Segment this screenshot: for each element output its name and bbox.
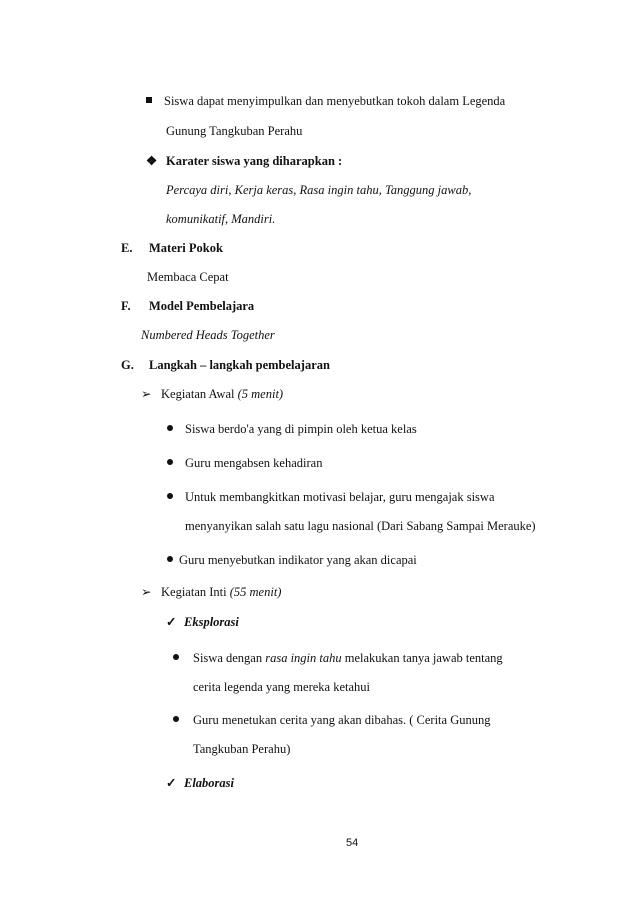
list-item-continuation: menyanyikan salah satu lagu nasional (Dari Sabang Sampai Merauke) [185, 519, 536, 533]
kegiatan-awal-heading: ➢ Kegiatan Awal (5 menit) [141, 387, 284, 401]
list-item: Siswa dengan rasa ingin tahu melakukan tanya jawab tentang [173, 650, 503, 666]
round-bullet-icon [167, 425, 173, 431]
section-e-heading: E. Materi Pokok [121, 241, 223, 255]
karakter-values-continuation: komunikatif, Mandiri. [166, 212, 276, 226]
diamond-bullet-icon: ❖ [146, 154, 158, 168]
arrow-bullet-icon: ➢ [141, 387, 152, 401]
arrow-bullet-icon: ➢ [141, 585, 152, 599]
karakter-values: Percaya diri, Kerja keras, Rasa ingin tahu, Tanggung jawab, [166, 183, 472, 197]
list-item-continuation: Tangkuban Perahu) [193, 742, 291, 756]
round-bullet-icon [167, 459, 173, 465]
section-e-body: Membaca Cepat [147, 270, 229, 284]
indicator-item: Siswa dapat menyimpulkan dan menyebutkan tokoh dalam Legenda [146, 93, 505, 109]
section-f-heading: F. Model Pembelajara [121, 299, 255, 313]
list-item: Guru menetukan cerita yang akan dibahas. ( Cerita Gunung [173, 712, 490, 728]
kegiatan-inti-heading: ➢ Kegiatan Inti (55 menit) [141, 585, 282, 599]
list-item: Untuk membangkitkan motivasi belajar, guru mengajak siswa [167, 489, 495, 505]
elaborasi-heading: ✓ Elaborasi [166, 776, 235, 790]
page-number: 54 [346, 837, 359, 849]
list-item: Guru mengabsen kehadiran [167, 455, 322, 471]
section-f-body: Numbered Heads Together [141, 328, 275, 342]
section-g-heading: G. Langkah – langkah pembelajaran [121, 358, 330, 372]
list-item: Siswa berdo'a yang di pimpin oleh ketua kelas [167, 421, 417, 437]
round-bullet-icon [173, 654, 179, 660]
list-item: Guru menyebutkan indikator yang akan dicapai [167, 552, 417, 568]
eksplorasi-heading: ✓ Eksplorasi [166, 615, 239, 629]
list-item-continuation: cerita legenda yang mereka ketahui [193, 680, 370, 694]
indicator-item-continuation: Gunung Tangkuban Perahu [166, 124, 303, 138]
round-bullet-icon [173, 716, 179, 722]
round-bullet-icon [167, 556, 173, 562]
checkmark-icon: ✓ [166, 776, 177, 790]
karakter-heading: ❖ Karater siswa yang diharapkan : [146, 154, 343, 168]
checkmark-icon: ✓ [166, 615, 177, 629]
square-bullet-icon [146, 97, 152, 103]
round-bullet-icon [167, 493, 173, 499]
